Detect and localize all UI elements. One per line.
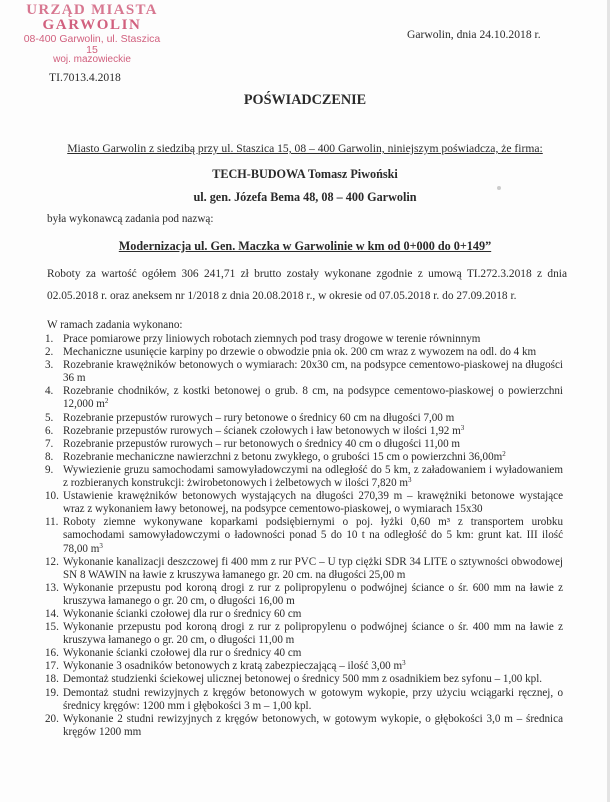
work-item <box>47 333 563 346</box>
work-item <box>47 412 563 425</box>
work-item-number: 18. <box>45 673 59 686</box>
work-item-text: Wykonanie kanalizacji deszczowej fi 400 mm z rur PVC – U typ ciężki SDR 34 LITE o sztywności obwodowej SN 8 WAWIN na ławie z kruszywa łamanego gr. 20 cm. na długości 25,00 m <box>63 555 563 581</box>
work-item <box>47 451 563 464</box>
scan-speck <box>497 186 501 190</box>
unit-superscript: 2 <box>502 449 506 458</box>
work-item-text: Wykonanie przepustu pod koroną drogi z rur z polipropylenu o podwójnej ściance o śr. 600 mm na ławie z kruszywa łamanego o gr. 20 cm, o długości 16,00 m <box>63 581 563 607</box>
work-item-text: Wykonanie ścianki czołowej dla rur o średnicy 60 cm <box>63 607 302 620</box>
work-item-number: 13. <box>45 581 59 594</box>
work-item-number: 14. <box>45 607 59 620</box>
work-item <box>47 425 563 438</box>
work-item-text: Mechaniczne usunięcie karpiny po drzewie o obwodzie pnia ok. 200 cm wraz z wywozem na odl. do 4 km <box>63 346 537 359</box>
office-stamp <box>22 3 162 65</box>
work-item-text: Wykonanie 3 osadników betonowych z kratą zabezpieczającą – ilość 3,00 m <box>63 660 403 673</box>
work-item-number: 17. <box>45 660 59 673</box>
work-item <box>47 516 563 555</box>
contractor-statement: była wykonawcą zadania pod nazwą: <box>47 213 214 225</box>
work-item <box>47 385 563 411</box>
work-item <box>47 346 563 359</box>
work-item-text: Rozebranie mechaniczne nawierzchni z betonu zwykłego, o grubości 15 cm o powierzchni 36,00m <box>63 450 503 463</box>
work-item <box>47 438 563 451</box>
work-item-text: Wykonanie 2 studni rewizyjnych z kręgów betonowych, w gotowym wykopie, o głębokości 3,0 m – średnica kręgów 1200 mm <box>63 712 563 738</box>
work-item-number: 19. <box>45 686 59 699</box>
work-item-number: 4. <box>45 385 54 398</box>
unit-superscript: 3 <box>460 423 465 432</box>
work-item-text: Prace pomiarowe przy liniowych robotach ziemnych pod trasy drogowe w terenie równinnym <box>63 333 481 345</box>
work-item-number: 1. <box>45 333 54 345</box>
work-item-text: Rozebranie chodników, z kostki betonowej o grub. 8 cm, na podsypce cementowo-piaskowej o powierzchni 12,000 m <box>63 385 563 411</box>
work-item-number: 10. <box>45 490 59 503</box>
work-item <box>47 660 563 673</box>
work-item-text: Ustawienie krawężników betonowych wystających na długości 270,39 m – krawężniki betonowe wystające wraz z wykonaniem ławy betonowej, na podsypce cementowo-piaskowej, o wymiarach 15x30 <box>63 490 563 516</box>
unit-superscript: 2 <box>104 397 109 406</box>
work-item-text: Rozebranie krawężników betonowych o wymiarach: 20x30 cm, na podsypce cementowo-piaskowej na długości 36 m <box>63 359 563 385</box>
work-item <box>47 464 563 490</box>
stamp-line-3: 08-400 Garwolin, ul. Staszica 15 <box>23 33 161 56</box>
work-item-number: 6. <box>45 424 54 437</box>
work-item <box>47 687 563 713</box>
task-name: Modernizacja ul. Gen. Maczka w Garwolinie w km od 0+000 do 0+149” <box>118 239 492 253</box>
place-date: Garwolin, dnia 24.10.2018 r. <box>407 28 541 41</box>
work-item <box>47 713 563 739</box>
work-item-text: Wywiezienie gruzu samochodami samowyładowczymi na odległość do 5 km, z załadowaniem i wyładowaniem z rozbieranych konstrukcji: żwirobetonowych i żelbetowych w ilości 7,820 m <box>63 463 563 490</box>
reference-number: TI.7013.4.2018 <box>49 71 121 84</box>
work-item-text: Roboty ziemne wykonywane koparkami podsiębiernymi o poj. łyżki 0,60 m³ z transportem urobku samochodami samowyładowczymi o ładowności ponad 5 do 10 t na odległość do 5 km: grunt kat. III ilość 78,00 m <box>63 516 563 555</box>
work-item <box>47 490 563 516</box>
firm-address: ul. gen. Józefa Bema 48, 08 – 400 Garwolin <box>193 190 417 204</box>
work-item-text: Demontaż studzienki ściekowej ulicznej betonowej o średnicy 500 mm z osadnikiem bez syfonu – 1,00 kpl. <box>63 673 543 686</box>
work-item-number: 15. <box>45 621 59 634</box>
unit-superscript: 3 <box>408 476 412 485</box>
work-item-number: 8. <box>45 450 54 463</box>
work-item <box>47 582 563 608</box>
work-item <box>47 621 563 647</box>
stamp-line-2: GARWOLIN <box>42 17 142 33</box>
work-item <box>47 647 563 660</box>
scope-heading: W ramach zadania wykonano: <box>47 319 183 331</box>
work-item <box>47 359 563 385</box>
work-item <box>47 608 563 621</box>
work-item <box>47 673 563 686</box>
work-item-number: 11. <box>45 516 59 529</box>
work-item-number: 5. <box>45 411 54 424</box>
work-item-number: 16. <box>45 647 59 660</box>
work-item-number: 12. <box>45 555 59 568</box>
work-item-number: 7. <box>45 437 54 450</box>
work-items-list <box>47 333 563 739</box>
work-item-number: 20. <box>45 712 59 725</box>
work-item-text: Demontaż studni rewizyjnych z kręgów betonowych w gotowym wykopie, przy użyciu wciągarki ręcznej, o średnicy kręgów: 1200 mm i głębokości 3 m – 1,00 kpl. <box>63 686 563 712</box>
work-item-number: 3. <box>45 359 54 372</box>
contract-paragraph: Roboty za wartość ogółem 306 241,71 zł brutto zostały wykonane zgodnie z umową TI.272.3.2018 z dnia 02.05.2018 r. oraz aneksem nr 1/2018 z dnia 20.08.2018 r., w okresie od 07.05.2018 r. do 27.09.2018 r. <box>47 268 567 302</box>
firm-name: TECH-BUDOWA Tomasz Piwoński <box>212 167 398 181</box>
stamp-line-1: URZĄD MIASTA <box>26 2 158 18</box>
work-item-text: Rozebranie przepustów rurowych – rur betonowych o średnicy 40 cm o długości 11,00 m <box>63 437 461 450</box>
work-item <box>47 556 563 582</box>
work-item-number: 2. <box>45 346 54 359</box>
unit-superscript: 3 <box>402 659 406 668</box>
document-title: POŚWIADCZENIE <box>243 92 367 108</box>
work-item-text: Rozebranie przepustów rurowych – rury betonowe o średnicy 60 cm na długości 7,00 m <box>63 411 455 424</box>
intro-statement: Miasto Garwolin z siedzibą przy ul. Staszica 15, 08 – 400 Garwolin, niniejszym poświadcza, że firma: <box>67 142 543 155</box>
unit-superscript: 3 <box>99 541 103 550</box>
stamp-line-4: woj. mazowieckie <box>53 54 131 65</box>
work-item-text: Wykonanie przepustu pod koroną drogi z rur z polipropylenu o podwójnej ściance o śr. 400 mm na ławie z kruszywa łamanego o gr. 20 cm, o długości 11,00 m <box>63 621 563 647</box>
work-item-text: Rozebranie przepustów rurowych – ścianek czołowych i ław betonowych w ilości 1,92 m <box>63 424 461 437</box>
work-item-text: Wykonanie ścianki czołowej dla rur o średnicy 40 cm <box>63 647 302 660</box>
work-item-number: 9. <box>45 463 54 476</box>
